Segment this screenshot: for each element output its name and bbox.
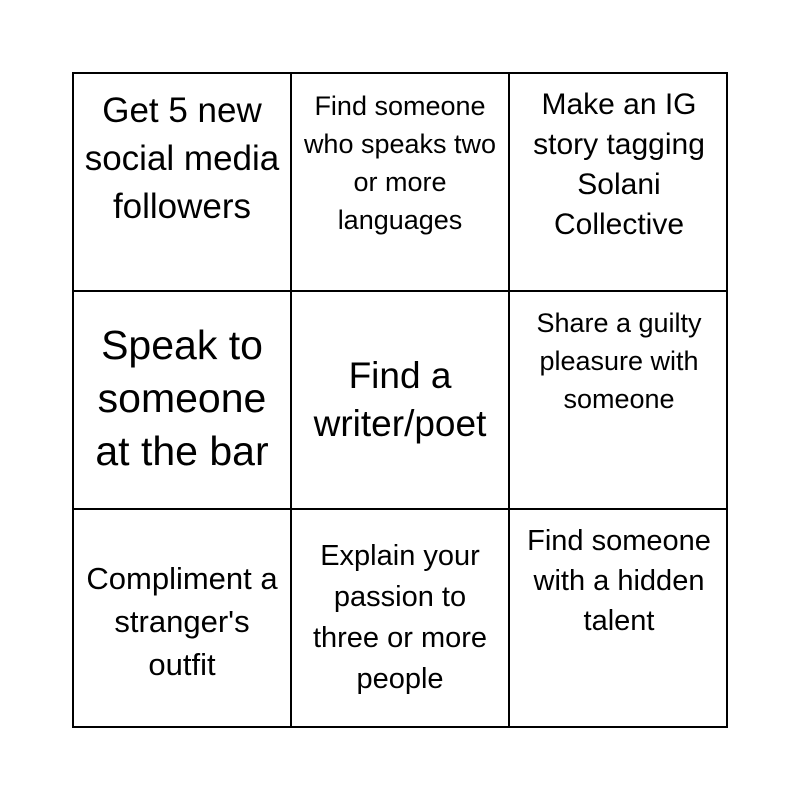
bingo-square[interactable] — [74, 74, 292, 292]
bingo-square[interactable] — [510, 510, 728, 728]
bingo-square[interactable] — [292, 74, 510, 292]
bingo-square-label: Compliment a stranger's outfit — [86, 561, 278, 682]
bingo-square[interactable] — [292, 292, 510, 510]
bingo-square[interactable] — [510, 292, 728, 510]
bingo-square-label: Explain your passion to three or more people — [312, 540, 488, 695]
bingo-square-label: Speak to someone at the bar — [95, 322, 269, 474]
bingo-square[interactable] — [510, 74, 728, 292]
bingo-square-label: Get 5 new social media followers — [84, 91, 280, 226]
bingo-square[interactable] — [74, 292, 292, 510]
bingo-square-label: Find someone who speaks two or more languages — [303, 91, 497, 235]
bingo-square[interactable] — [292, 510, 510, 728]
bingo-square-label: Share a guilty pleasure with someone — [536, 308, 702, 414]
bingo-square-label: Make an IG story tagging Solani Collective — [533, 88, 705, 241]
bingo-square-label: Find a writer/poet — [313, 355, 487, 444]
bingo-square[interactable] — [74, 510, 292, 728]
bingo-card-grid — [72, 72, 728, 728]
bingo-square-label: Find someone with a hidden talent — [527, 525, 711, 637]
